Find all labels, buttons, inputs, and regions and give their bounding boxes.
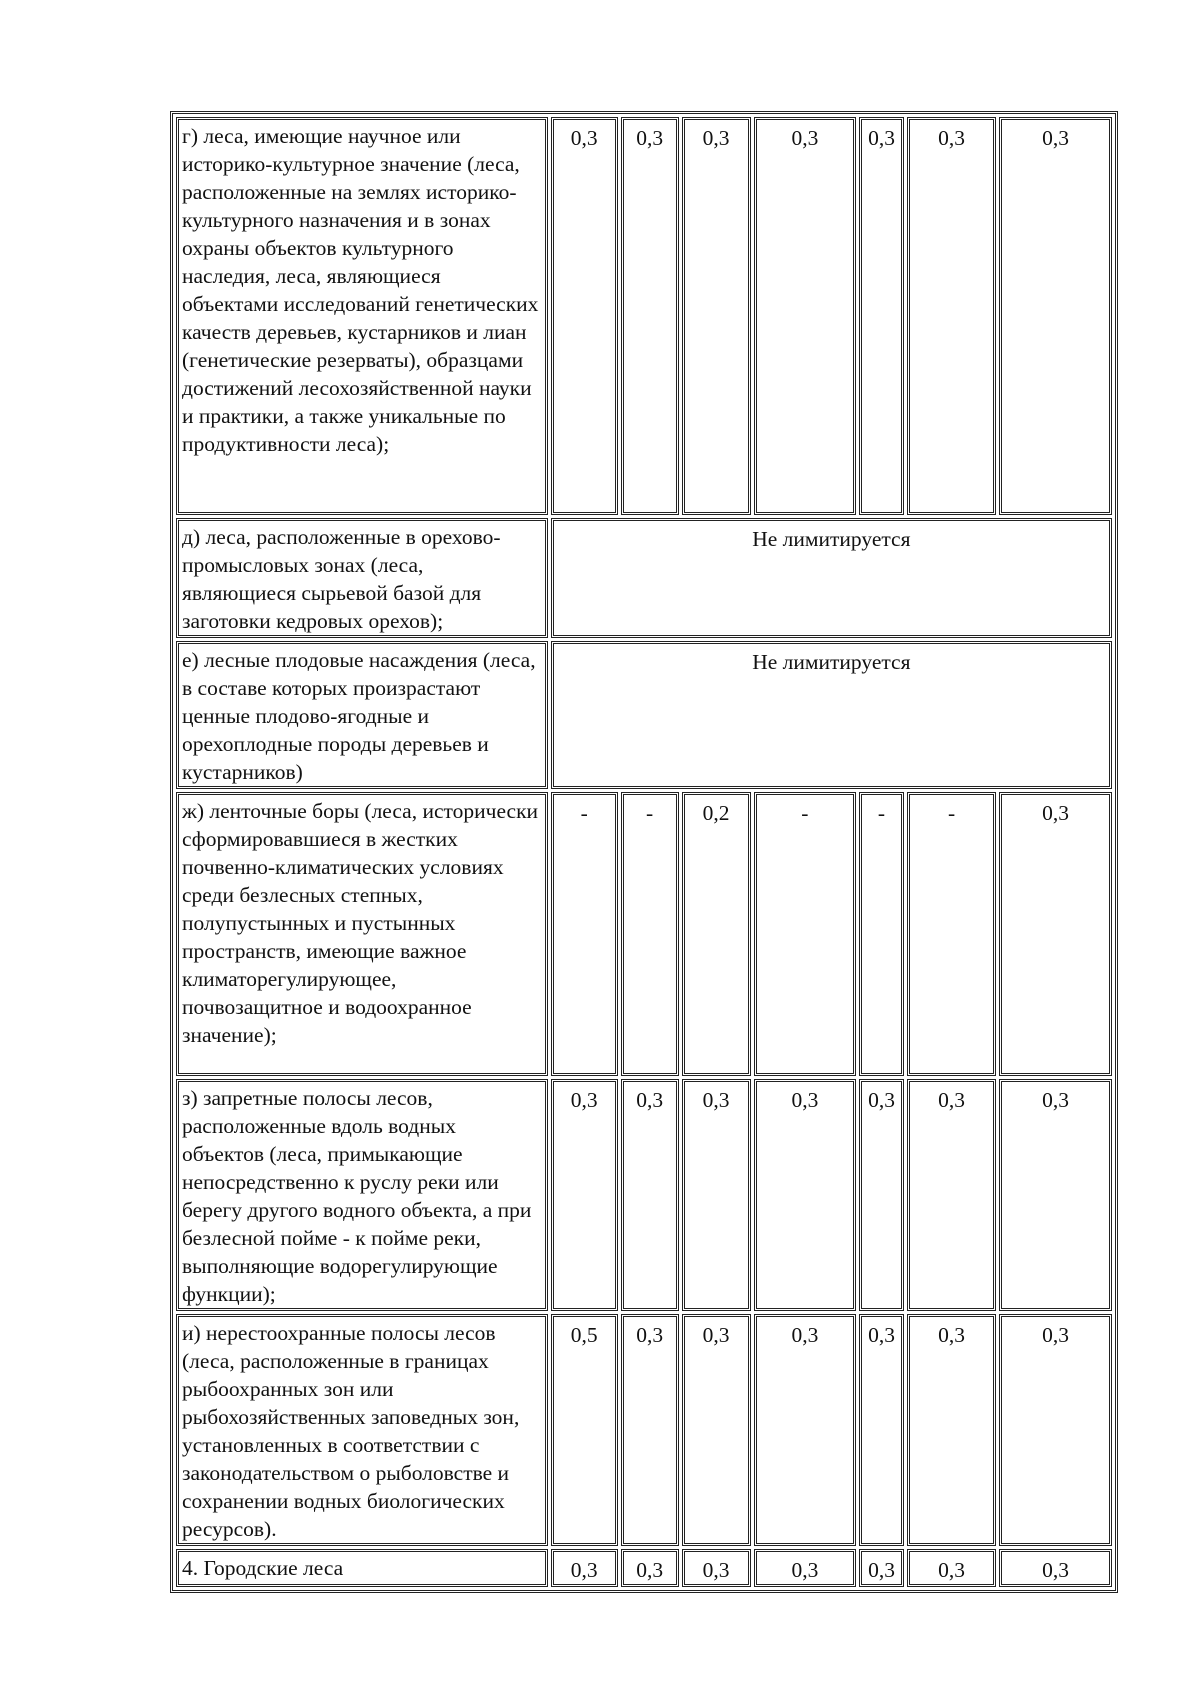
row-value: -: [551, 792, 618, 1076]
row-value: 0,3: [999, 1549, 1112, 1587]
table-row: [176, 1549, 1112, 1587]
row-value: 0,3: [999, 792, 1112, 1076]
table-row: [176, 1079, 1112, 1311]
table-row: [176, 518, 1112, 638]
row-value: -: [859, 792, 904, 1076]
row-value: 0,3: [859, 117, 904, 515]
row-value: 0,3: [621, 1549, 679, 1587]
row-value: 0,3: [999, 1314, 1112, 1546]
row-value: 0,3: [907, 117, 996, 515]
row-value: 0,3: [621, 1079, 679, 1311]
row-value: 0,3: [907, 1079, 996, 1311]
row-value: -: [621, 792, 679, 1076]
row-value: 0,3: [682, 1549, 751, 1587]
table-row: [176, 1314, 1112, 1546]
row-value: 0,3: [682, 1079, 751, 1311]
row-value: 0,3: [859, 1549, 904, 1587]
table-row: [176, 117, 1112, 515]
row-value: 0,3: [551, 1079, 618, 1311]
row-description: г) леса, имеющие научное или историко-культурное значение (леса, расположенные на землях историко-культурного назначения и в зонах охраны объектов культурного наследия, леса, являющиеся объектами исследований генетических качеств деревьев, кустарников и лиан (генетические резерваты), образцами достижений лесохозяйственной науки и практики, а также уникальные по продуктивности леса);: [176, 117, 548, 515]
row-value: 0,3: [907, 1314, 996, 1546]
row-value: 0,3: [754, 1079, 857, 1311]
row-value: 0,3: [551, 1549, 618, 1587]
row-value: 0,5: [551, 1314, 618, 1546]
not-limited-cell: Не лимитируется: [551, 518, 1112, 638]
row-value: 0,3: [859, 1079, 904, 1311]
table-row: [176, 792, 1112, 1076]
row-description: з) запретные полосы лесов, расположенные вдоль водных объектов (леса, примыкающие непосредственно к руслу реки или берегу другого водного объекта, а при безлесной пойме - к пойме реки, выполняющие водорегулирующие функции);: [176, 1079, 548, 1311]
row-description: д) леса, расположенные в орехово-промысловых зонах (леса, являющиеся сырьевой базой для заготовки кедровых орехов);: [176, 518, 548, 638]
row-value: 0,3: [754, 1549, 857, 1587]
row-value: 0,3: [621, 1314, 679, 1546]
row-value: -: [907, 792, 996, 1076]
row-value: 0,3: [999, 1079, 1112, 1311]
row-value: 0,3: [907, 1549, 996, 1587]
row-value: 0,3: [682, 1314, 751, 1546]
row-value: 0,3: [754, 1314, 857, 1546]
table-row: [176, 641, 1112, 789]
row-description: ж) ленточные боры (леса, исторически сформировавшиеся в жестких почвенно-климатических условиях среди безлесных степных, полупустынных и пустынных пространств, имеющие важное климаторегулирующее, почвозащитное и водоохранное значение);: [176, 792, 548, 1076]
row-value: 0,3: [859, 1314, 904, 1546]
table-body: [176, 117, 1112, 1587]
row-description: е) лесные плодовые насаждения (леса, в составе которых произрастают ценные плодово-ягодные и орехоплодные породы деревьев и кустарников): [176, 641, 548, 789]
row-value: -: [754, 792, 857, 1076]
not-limited-cell: Не лимитируется: [551, 641, 1112, 789]
row-description: и) нерестоохранные полосы лесов (леса, расположенные в границах рыбоохранных зон или рыбохозяйственных заповедных зон, установленных в соответствии с законодательством о рыболовстве и сохранении водных биологических ресурсов).: [176, 1314, 548, 1546]
row-value: 0,3: [754, 117, 857, 515]
forest-norms-table: [172, 113, 1116, 1591]
row-value: 0,3: [551, 117, 618, 515]
row-value: 0,3: [999, 117, 1112, 515]
row-value: 0,3: [621, 117, 679, 515]
row-description: 4. Городские леса: [176, 1549, 548, 1587]
row-value: 0,3: [682, 117, 751, 515]
row-value: 0,2: [682, 792, 751, 1076]
